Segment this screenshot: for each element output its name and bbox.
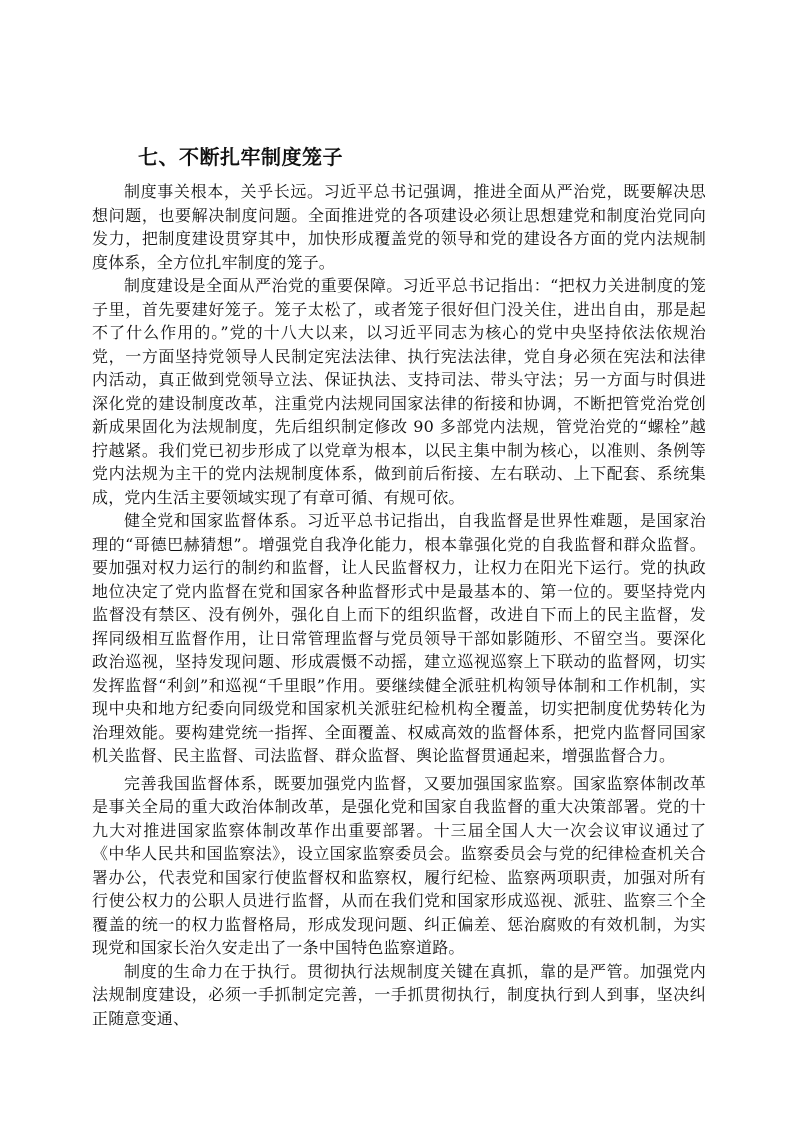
section-heading: 七、不断扎牢制度笼子 bbox=[138, 145, 343, 169]
paragraph: 完善我国监督体系，既要加强党内监督，又要加强国家监察。国家监察体制改革是事关全局的重大政治体制改革，是强化党和国家自我监督的重大决策部署。党的十九大对推进国家监察体制改革作出重要部署。十三届全国人大一次会议审议通过了《中华人民共和国监察法》，设立国家监察委员会。监察委员会与党的纪律检查机关合署办公，代表党和国家行使监督权和监察权，履行纪检、监察两项职责，加强对所有行使公权力的公职人员进行监督，从而在我们党和国家形成巡视、派驻、监察三个全覆盖的统一的权力监督格局，形成发现问题、纠正偏差、惩治腐败的有效机制，为实现党和国家长治久安走出了一条中国特色监察道路。 bbox=[92, 773, 706, 957]
section-body bbox=[92, 180, 706, 1030]
paragraph: 制度事关根本，关乎长远。习近平总书记强调，推进全面从严治党，既要解决思想问题，也要解决制度问题。全面推进党的各项建设必须让思想建党和制度治党同向发力，把制度建设贯穿其中，加快形成覆盖党的领导和党的建设各方面的党内法规制度体系，全方位扎牢制度的笼子。 bbox=[92, 182, 706, 272]
paragraph: 制度建设是全面从严治党的重要保障。习近平总书记指出：“把权力关进制度的笼子里，首先要建好笼子。笼子太松了，或者笼子很好但门没关住，进出自由，那是起不了什么作用的。”党的十八大以来，以习近平同志为核心的党中央坚持依法依规治党，一方面坚持党领导人民制定宪法法律、执行宪法法律，党自身必须在宪法和法律内活动，真正做到党领导立法、保证执法、支持司法、带头守法；另一方面与时俱进深化党的建设制度改革，注重党内法规同国家法律的衔接和协调，不断把管党治党创新成果固化为法规制度，先后组织制定修改 90 多部党内法规，管党治党的“螺栓”越拧越紧。我们党已初步形成了以党章为根本，以民主集中制为核心，以准则、条例等党内法规为主干的党内法规制度体系，做到前后衔接、左右联动、上下配套、系统集成，党内生活主要领域实现了有章可循、有规可依。 bbox=[92, 276, 706, 507]
paragraph: 健全党和国家监督体系。习近平总书记指出，自我监督是世界性难题，是国家治理的“哥德巴赫猜想”。增强党自我净化能力，根本靠强化党的自我监督和群众监督。要加强对权力运行的制约和监督，让人民监督权力，让权力在阳光下运行。党的执政地位决定了党内监督在党和国家各种监督形式中是最基本的、第一位的。要坚持党内监督没有禁区、没有例外，强化自上而下的组织监督，改进自下而上的民主监督，发挥同级相互监督作用，让日常管理监督与党员领导干部如影随形、不留空当。要深化政治巡视，坚持发现问题、形成震慑不动摇，建立巡视巡察上下联动的监督网，切实发挥监督“利剑”和巡视“千里眼”作用。要继续健全派驻机构领导体制和工作机制，实现中央和地方纪委向同级党和国家机关派驻纪检机构全覆盖，切实把制度优势转化为治理效能。要构建党统一指挥、全面覆盖、权威高效的监督体系，把党内监督同国家机关监督、民主监督、司法监督、群众监督、舆论监督贯通起来，增强监督合力。 bbox=[92, 511, 706, 765]
paragraph: 制度的生命力在于执行。贯彻执行法规制度关键在真抓，靠的是严管。加强党内法规制度建设，必须一手抓制定完善，一手抓贯彻执行，制度执行到人到事，坚决纠正随意变通、 bbox=[92, 961, 706, 1028]
